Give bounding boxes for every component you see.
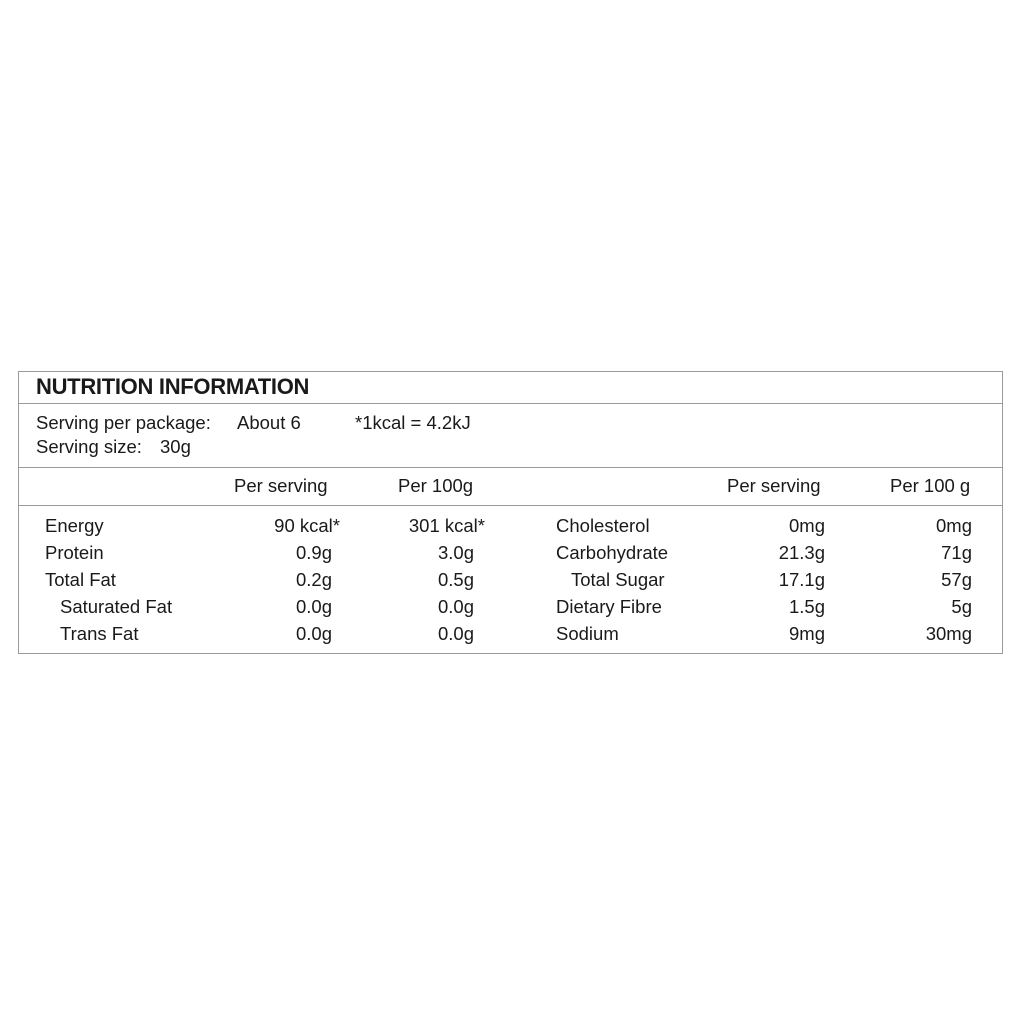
right-row-name: Sodium bbox=[556, 623, 619, 644]
left-header-per-serving: Per serving bbox=[234, 475, 328, 496]
left-row-name-indented: Saturated Fat bbox=[60, 596, 173, 617]
divider-serving bbox=[19, 467, 1002, 468]
right-row-per-serving: 1.5g bbox=[788, 596, 825, 617]
divider-headers bbox=[19, 505, 1002, 506]
left-row-per-serving: 0.0g bbox=[295, 596, 332, 617]
right-row-per-serving: 0mg bbox=[789, 515, 825, 536]
left-row-per-serving: 0.9g bbox=[295, 542, 332, 563]
divider-title bbox=[19, 403, 1002, 404]
right-row-name: Carbohydrate bbox=[556, 542, 669, 563]
left-row-per-100g: 3.0g bbox=[437, 542, 474, 563]
right-row-per-100g: 30mg bbox=[925, 623, 972, 644]
right-row-name: Cholesterol bbox=[556, 515, 650, 536]
right-row-per-100g: 71g bbox=[941, 542, 972, 563]
right-row-per-serving: 9mg bbox=[789, 623, 825, 644]
right-row-per-100g: 5g bbox=[951, 596, 972, 617]
left-row-per-100g: 0.5g bbox=[437, 569, 474, 590]
right-row-per-serving: 21.3g bbox=[778, 542, 825, 563]
left-row-per-100g: 0.0g bbox=[437, 623, 474, 644]
right-row-per-100g: 57g bbox=[941, 569, 972, 590]
serving-size-label: Serving size: bbox=[36, 436, 142, 457]
right-row-per-serving: 17.1g bbox=[778, 569, 825, 590]
right-header-per-100g: Per 100 g bbox=[890, 475, 971, 496]
right-row-per-100g: 0mg bbox=[936, 515, 972, 536]
left-row-name: Energy bbox=[45, 515, 104, 536]
left-row-per-serving: 90 kcal* bbox=[274, 515, 340, 536]
nutrition-title: NUTRITION INFORMATION bbox=[36, 374, 310, 399]
left-row-per-serving: 0.0g bbox=[295, 623, 332, 644]
left-header-per-100g: Per 100g bbox=[398, 475, 474, 496]
left-row-name: Total Fat bbox=[45, 569, 116, 590]
left-row-per-serving: 0.2g bbox=[295, 569, 332, 590]
right-row-name-indented: Total Sugar bbox=[571, 569, 665, 590]
right-header-per-serving: Per serving bbox=[727, 475, 821, 496]
kcal-conversion-note: *1kcal = 4.2kJ bbox=[355, 412, 471, 433]
right-row-name: Dietary Fibre bbox=[556, 596, 662, 617]
left-row-per-100g: 301 kcal* bbox=[408, 515, 485, 536]
left-row-per-100g: 0.0g bbox=[437, 596, 474, 617]
nutrition-panel bbox=[18, 371, 1003, 654]
left-row-name: Protein bbox=[45, 542, 104, 563]
serving-size-value: 30g bbox=[160, 436, 191, 457]
serving-per-package-value: About 6 bbox=[237, 412, 301, 433]
left-row-name-indented: Trans Fat bbox=[60, 623, 139, 644]
serving-per-package-label: Serving per package: bbox=[36, 412, 211, 433]
